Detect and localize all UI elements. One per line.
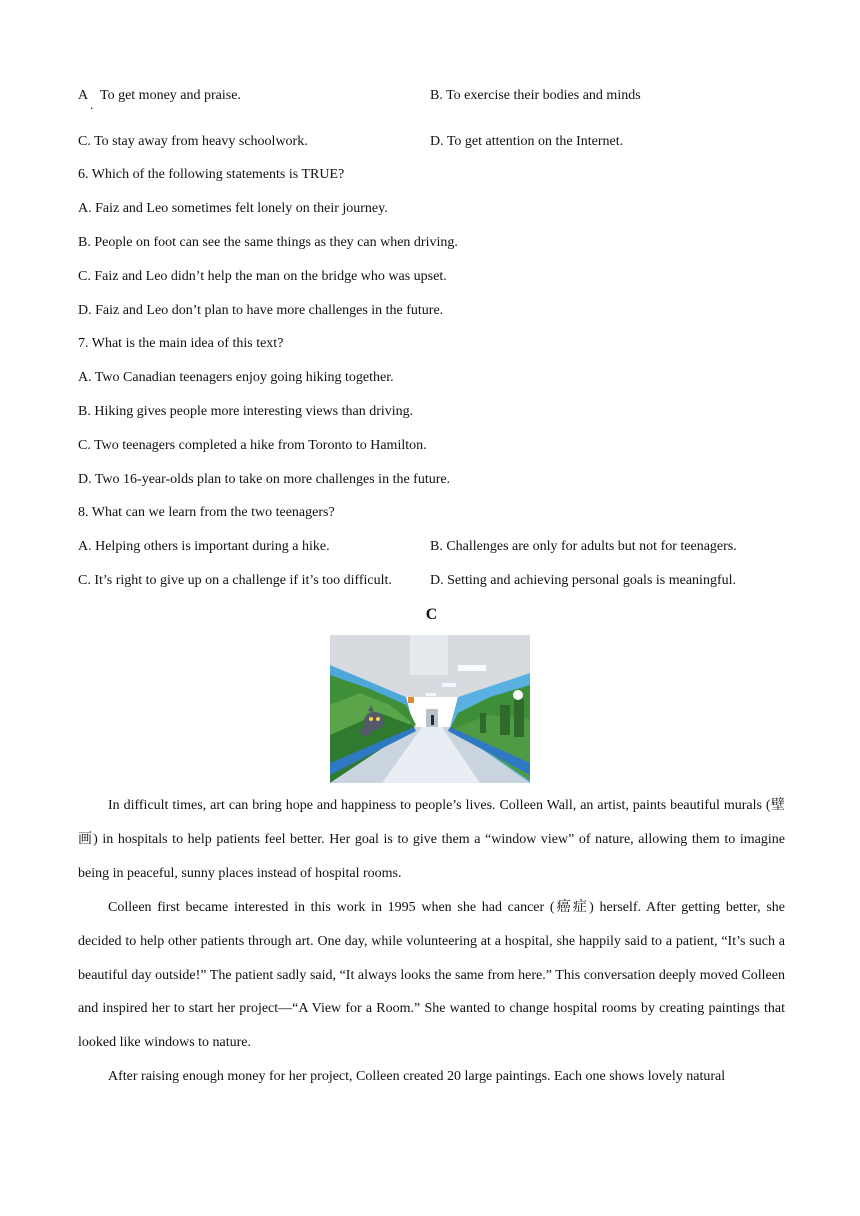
- section-c-title: C: [425, 606, 438, 623]
- hospital-mural-photo: [330, 635, 530, 783]
- q5-option-a: To get money and praise.: [100, 88, 241, 103]
- q5-option-c: C. To stay away from heavy schoolwork.: [78, 134, 308, 149]
- q7-option-b: B. Hiking gives people more interesting views than driving.: [78, 404, 414, 419]
- q8-option-a: A. Helping others is important during a hike.: [78, 539, 330, 554]
- q8-option-b: B. Challenges are only for adults but not for teenagers.: [430, 539, 737, 554]
- q6-option-c: C. Faiz and Leo didn’t help the man on the bridge who was upset.: [78, 269, 447, 284]
- q5-option-a-letter: A: [78, 88, 89, 103]
- q8-stem: 8. What can we learn from the two teenagers?: [78, 505, 335, 520]
- q5-option-a-dot: .: [90, 97, 94, 112]
- q5-option-b: B. To exercise their bodies and minds: [430, 88, 641, 103]
- q6-stem: 6. Which of the following statements is TRUE?: [78, 167, 345, 182]
- q7-option-a: A. Two Canadian teenagers enjoy going hiking together.: [78, 370, 394, 385]
- q8-options-row-2: [78, 571, 785, 591]
- q7-option-c: C. Two teenagers completed a hike from Toronto to Hamilton.: [78, 438, 427, 453]
- q5-options-row-1: [78, 86, 785, 112]
- section-c-paragraph-1: In difficult times, art can bring hope and happiness to people’s lives. Colleen Wall, an artist, paints beautiful murals (壁画) in hospitals to help patients feel better. Her goal is to give them a “window view” of nature, allowing them to imagine being in peaceful, sunny places instead of hospital rooms.: [78, 798, 785, 881]
- section-c-paragraph-2: Colleen first became interested in this work in 1995 when she had cancer (癌症) herself. After getting better, she decided to help other patients through art. One day, while volunteering at a hospital, she happily said to a patient, “It’s such a beautiful day outside!” The patient sadly said, “It always looks the same from here.” This conversation deeply moved Colleen and inspired her to start her project—“A View for a Room.” She wanted to change hospital rooms by creating paintings that looked like windows to nature.: [78, 900, 785, 1051]
- q7-option-d: D. Two 16-year-olds plan to take on more challenges in the future.: [78, 472, 451, 487]
- q5-option-d: D. To get attention on the Internet.: [430, 134, 624, 149]
- section-c-paragraph-3: After raising enough money for her project, Colleen created 20 large paintings. Each one shows lovely natural: [108, 1069, 726, 1084]
- q6-option-b: B. People on foot can see the same things as they can when driving.: [78, 235, 458, 250]
- q8-option-c: C. It’s right to give up on a challenge if it’s too difficult.: [78, 573, 392, 588]
- q5-options-row-2: [78, 132, 785, 152]
- q6-option-a: A. Faiz and Leo sometimes felt lonely on their journey.: [78, 201, 388, 216]
- q6-option-d: D. Faiz and Leo don’t plan to have more challenges in the future.: [78, 303, 444, 318]
- q8-option-d: D. Setting and achieving personal goals is meaningful.: [430, 573, 736, 588]
- q7-stem: 7. What is the main idea of this text?: [78, 336, 284, 351]
- q8-options-row-1: [78, 537, 785, 557]
